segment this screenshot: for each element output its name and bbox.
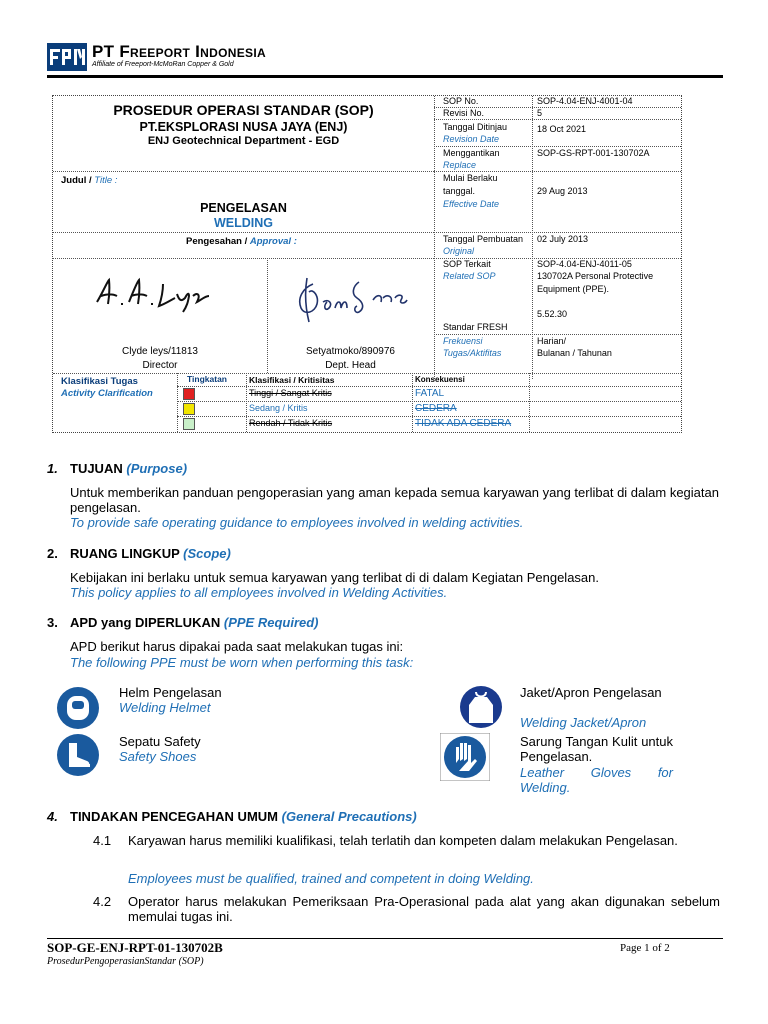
- item-4-1-text-en: Employees must be qualified, trained and competent in doing Welding.: [128, 871, 534, 886]
- item-4-1-number: 4.1: [93, 833, 112, 848]
- ppe-shoes-label-en: Safety Shoes: [119, 749, 197, 764]
- company-tagline: Affiliate of Freeport-McMoRan Copper & Gold: [92, 61, 234, 68]
- item-4-2-text: Operator harus melakukan Pemeriksaan Pra-Operasional pada alat yang akan digunakan sebelum memulai tugas ini.: [128, 894, 720, 924]
- frequency-value-1: Harian/: [537, 336, 567, 346]
- footer-doc-code: SOP-GE-ENJ-RPT-01-130702B: [47, 940, 223, 955]
- level-high-label: Tinggi / Sangat Kritis: [249, 388, 332, 398]
- effective-label-en: Effective Date: [443, 199, 500, 209]
- replace-value: SOP-GS-RPT-001-130702A: [537, 148, 650, 158]
- consequence-low: TIDAK ADA CEDERA: [415, 418, 512, 429]
- level-medium-label: Sedang / Kritis: [249, 403, 308, 413]
- sop-no-value: SOP-4.04-ENJ-4001-04: [537, 96, 633, 106]
- original-value: 02 July 2013: [537, 234, 589, 244]
- section-1-text: Untuk memberikan panduan pengoperasian yang aman kepada semua karyawan yang terlibat di dalam kegiatan pengelasan.: [70, 485, 719, 515]
- gloves-icon: [440, 733, 490, 781]
- ppe-gloves-label-en: Leather Gloves for Welding.: [520, 765, 673, 795]
- welding-helmet-icon: [52, 686, 104, 730]
- footer-subtitle: ProsedurPengoperasianStandar (SOP): [47, 956, 204, 967]
- section-1-title: TUJUAN (Purpose): [70, 461, 188, 476]
- revision-label: Revisi No.: [443, 108, 485, 118]
- section-3-title: APD yang DIPERLUKAN (PPE Required): [70, 615, 319, 630]
- section-2-text: Kebijakan ini berlaku untuk semua karyawan yang terlibat di di dalam Kegiatan Pengelasan.: [70, 570, 599, 585]
- col-konsekuensi: Konsekuensi: [415, 375, 465, 384]
- ppe-helmet-label: Helm Pengelasan: [119, 685, 222, 700]
- effective-label-1: Mulai Berlaku: [443, 173, 498, 183]
- review-date-label: Tanggal Ditinjau: [443, 122, 508, 132]
- item-4-1-text: Karyawan harus memiliki kualifikasi, telah terlatih dan kompeten dalam melakukan Pengelasan.: [128, 833, 678, 848]
- effective-label-2: tanggal.: [443, 186, 476, 196]
- col-tingkatan: Tingkatan: [187, 374, 227, 384]
- footer-divider: [47, 938, 723, 939]
- document-title-en: WELDING: [213, 216, 274, 230]
- ppe-helmet-label-en: Welding Helmet: [119, 700, 211, 715]
- company-logo: [47, 43, 87, 71]
- sop-company: PT.EKSPLORASI NUSA JAYA (ENJ): [139, 120, 348, 134]
- ppe-apron-label-en: Welding Jacket/Apron: [520, 715, 647, 730]
- revision-value: 5: [537, 108, 543, 118]
- related-sop-label: SOP Terkait: [443, 259, 491, 269]
- frequency-label-1: Frekuensi: [443, 336, 483, 346]
- classification-label: Klasifikasi Tugas: [61, 376, 138, 387]
- level-high-swatch: [183, 388, 195, 400]
- consequence-high: FATAL: [415, 388, 445, 399]
- ppe-gloves-label: Sarung Tangan Kulit untuk Pengelasan.: [520, 734, 673, 764]
- ppe-shoes-label: Sepatu Safety: [119, 734, 201, 749]
- sop-department: ENJ Geotechnical Department - EGD: [147, 135, 340, 147]
- review-date-label-en: Revision Date: [443, 134, 500, 144]
- effective-value: 29 Aug 2013: [537, 186, 588, 196]
- footer-page-number: Page 1 of 2: [620, 942, 670, 954]
- sop-main-title: PROSEDUR OPERASI STANDAR (SOP): [113, 102, 374, 118]
- dept-head-name: Setyatmoko/890976: [306, 346, 395, 357]
- company-name: PT Freeport Indonesia: [92, 42, 266, 61]
- consequence-medium: CEDERA: [415, 403, 457, 414]
- section-1-number: 1.: [47, 461, 58, 476]
- original-label-en: Original: [443, 246, 475, 256]
- section-1-text-en: To provide safe operating guidance to employees involved in welding activities.: [70, 515, 524, 530]
- level-low-label: Rendah / Tidak Kritis: [249, 418, 333, 428]
- dept-head-role: Dept. Head: [325, 360, 376, 371]
- classification-label-en: Activity Clarification: [61, 388, 153, 399]
- approval-label: Pengesahan / Approval :: [186, 236, 297, 247]
- ppe-apron-label: Jaket/Apron Pengelasan: [520, 685, 662, 700]
- section-4-number: 4.: [47, 809, 58, 824]
- col-klasifikasi: Klasifikasi / Kritisitas: [249, 375, 335, 385]
- fresh-value: 5.52.30: [537, 309, 568, 319]
- document-title: PENGELASAN: [200, 201, 287, 215]
- title-label: Judul / Title :: [61, 175, 118, 186]
- director-role: Director: [142, 360, 178, 371]
- apron-icon: [457, 685, 505, 729]
- header-divider: [47, 75, 723, 78]
- level-low-swatch: [183, 418, 195, 430]
- section-2-number: 2.: [47, 546, 58, 561]
- dept-head-signature: [283, 268, 413, 328]
- sop-info-table: [52, 95, 682, 433]
- section-3-text-en: The following PPE must be worn when performing this task:: [70, 655, 414, 670]
- review-date-value: 18 Oct 2021: [537, 124, 587, 134]
- frequency-label-2: Tugas/Aktifitas: [443, 348, 502, 358]
- section-2-title: RUANG LINGKUP (Scope): [70, 546, 231, 561]
- fresh-label: Standar FRESH: [443, 322, 508, 332]
- safety-shoes-icon: [52, 733, 104, 777]
- related-sop-label-en: Related SOP: [443, 271, 496, 281]
- director-signature: [93, 274, 233, 314]
- section-3-number: 3.: [47, 615, 58, 630]
- level-medium-swatch: [183, 403, 195, 415]
- frequency-value-2: Bulanan / Tahunan: [537, 348, 612, 358]
- item-4-2-number: 4.2: [93, 894, 112, 909]
- sop-no-label: SOP No.: [443, 96, 479, 106]
- related-sop-value-2: 130702A Personal Protective: [537, 271, 654, 281]
- related-sop-value-1: SOP-4.04-ENJ-4011-05: [537, 259, 632, 269]
- related-sop-value-3: Equipment (PPE).: [537, 284, 610, 294]
- section-4-title: TINDAKAN PENCEGAHAN UMUM (General Precautions): [70, 809, 417, 824]
- section-2-text-en: This policy applies to all employees involved in Welding Activities.: [70, 585, 448, 600]
- director-name: Clyde leys/11813: [122, 346, 198, 357]
- section-3-text: APD berikut harus dipakai pada saat melakukan tugas ini:: [70, 639, 404, 654]
- replace-label-en: Replace: [443, 160, 477, 170]
- replace-label: Menggantikan: [443, 148, 500, 158]
- original-label: Tanggal Pembuatan: [443, 234, 524, 244]
